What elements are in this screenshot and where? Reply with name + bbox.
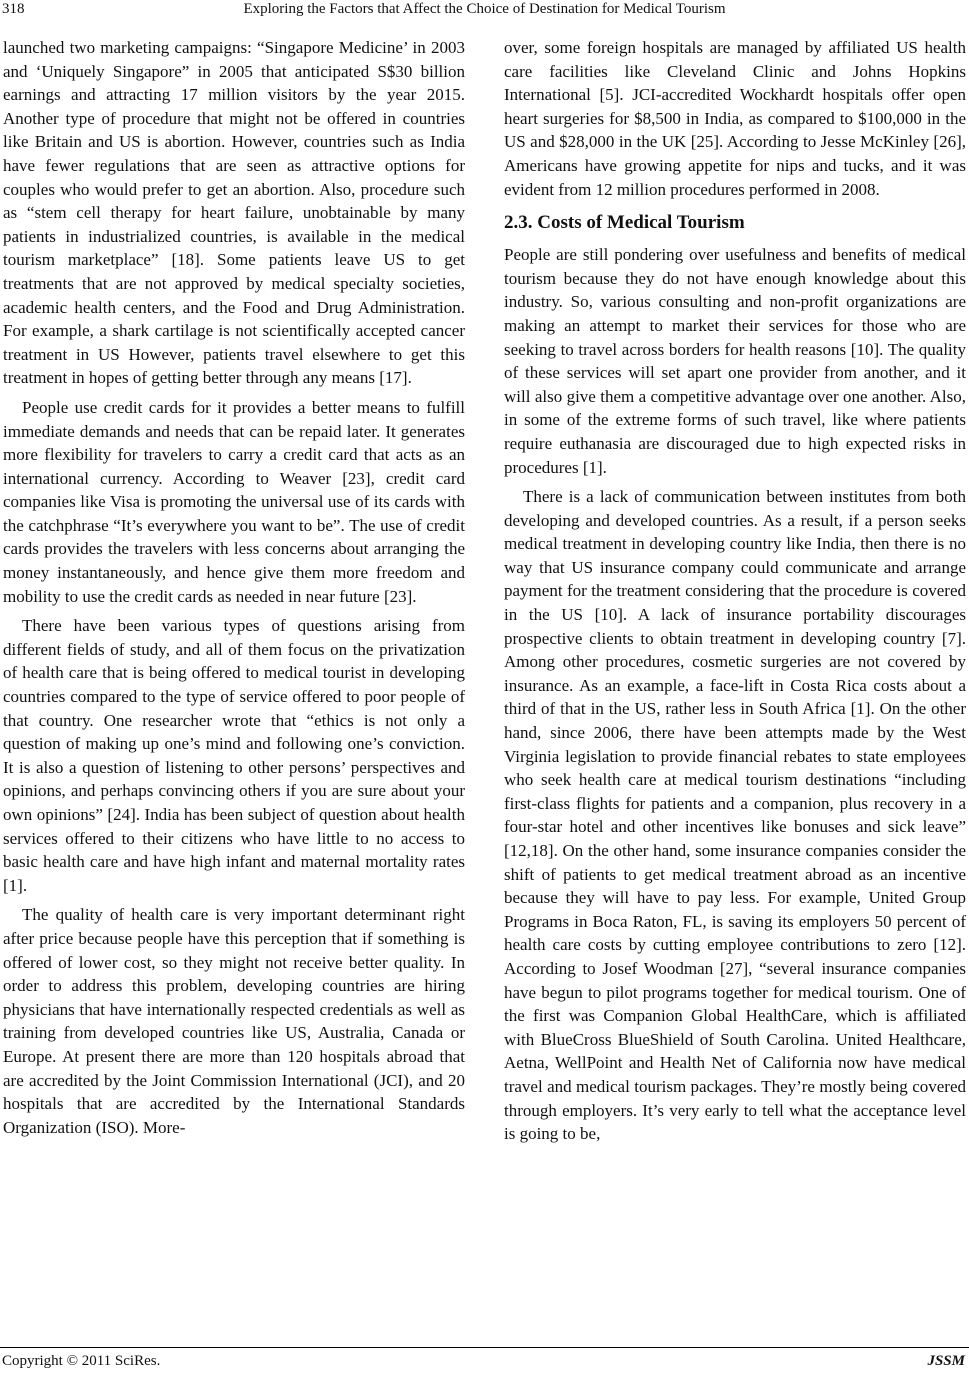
body-paragraph: launched two marketing campaigns: “Singapore Medicine’ in 2003 and ‘Uniquely Singapore” in 2005 that anticipated S$30 billion earnings and attracting 17 million visitors by the year 2015. Another type of procedure that might not be offered in countries like Britain and US is abortion. However, countries such as India have fewer regulations that are seen as attractive options for couples who would prefer to get an abortion. Also, procedure such as “stem cell therapy for heart failure, unobtainable by many patients in industrialized countries, is available in the medical tourism marketplace” [18]. Some patients leave US to get treatments that are not approved by medical specialty societies, academic health centers, and the Food and Drug Administration. For example, a shark cartilage is not scientifically accepted cancer treatment in US However, patients travel elsewhere to get this treatment in hopes of getting better through any means [17]. bbox=[3, 38, 465, 388]
copyright-notice: Copyright © 2011 SciRes. bbox=[2, 1353, 161, 1369]
journal-abbreviation: JSSM bbox=[927, 1353, 965, 1369]
page-number: 318 bbox=[2, 1, 25, 17]
body-paragraph: There have been various types of questions arising from different fields of study, and all of them focus on the privatization of health care that is being offered to medical tourist in developing countries compared to the type of service offered to poor people of that country. One researcher wrote that “ethics is not only a question of making up one’s mind and following one’s conviction. It is also a question of listening to other persons’ perspectives and opinions, and perhaps convincing others if you are sure about your own opinions” [24]. India has been subject of question about health services offered to their citizens who have little to no access to basic health care and have high infant and maternal mortality rates [1]. bbox=[3, 616, 465, 895]
body-paragraph: There is a lack of communication between institutes from both developing and developed countries. As a result, if a person seeks medical treatment in developing country like India, then there is no way that US insurance company could communicate and arrange payment for the treatment considering that the procedure is covered in the US [10]. A lack of insurance portability discourages prospective clients to obtain treatment in developing country [7]. Among other procedures, cosmetic surgeries are not covered by insurance. As an example, a face-lift in Costa Rica costs about a third of that in the US, rather less in South Africa [1]. On the other hand, since 2006, there have been attempts made by the West Virginia legislation to provide financial rebates to state employees who seek health care at medical tourism destinations “including first-class flights for patients and a companion, plus recovery in a four-star hotel and other incentives like bonuses and sick leave” [12,18]. On the other hand, some insurance companies consider the shift of patients to get medical treatment abroad as an incentive because they will have to pay less. For example, United Group Programs in Boca Raton, FL, is saving its employers 50 percent of health care costs by cutting employee contributions to zero [12]. According to Josef Woodman [27], “several insurance companies have begun to pilot programs together for medical tourism. One of the first was Companion Global HealthCare, which is affiliated with BlueCross BlueShield of South Carolina. United Healthcare, Aetna, WellPoint and Health Net of California now have medical travel and medical tourism packages. They’re mostly being covered through employers. It’s very early to tell what the acceptance level is going to be, bbox=[504, 487, 966, 1144]
body-paragraph: The quality of health care is very important determinant right after price because people have this perception that if something is offered of lower cost, so they might not receive better quality. In order to address this problem, developing countries are hiring physicians that have internationally respected credentials as well as training from developed countries like US, Australia, Canada or Europe. At present there are more than 120 hospitals abroad that are accredited by the Joint Commission International (JCI), and 20 hospitals that are accredited by the International Standards Organization (ISO). More- bbox=[3, 905, 465, 1137]
right-column bbox=[504, 36, 966, 1146]
body-paragraph: over, some foreign hospitals are managed by affiliated US health care facilities like Cleveland Clinic and Johns Hopkins International [5]. JCI-accredited Wockhardt hospitals offer open heart surgeries for $8,500 in India, as compared to $100,000 in the US and $28,000 in the UK [25]. According to Jesse McKinley [26], Americans have growing appetite for nips and tucks, and it was evident from 12 million procedures performed in 2008. bbox=[504, 38, 966, 199]
body-paragraph: People are still pondering over usefulness and benefits of medical tourism because they do not have enough knowledge about this industry. So, various consulting and non-profit organizations are making an attempt to market their services for those who are seeking to travel across borders for health reasons [10]. The quality of these services will set apart one provider from another, and it will also give them a competitive advantage over one another. Also, in some of the extreme forms of such travel, like where patients require euthanasia are discouraged due to high expected risks in procedures [1]. bbox=[504, 245, 966, 477]
footer-divider bbox=[0, 1347, 969, 1348]
left-column bbox=[3, 36, 465, 1139]
section-heading: 2.3. Costs of Medical Tourism bbox=[504, 212, 745, 234]
body-paragraph: People use credit cards for it provides a better means to fulfill immediate demands and needs that can be repaid later. It generates more flexibility for travelers to carry a credit card that acts as an international currency. According to Weaver [23], credit card companies like Visa is promoting the universal use of its cards with the catchphrase “It’s everywhere you want to be”. The use of credit cards provides the travelers with less concerns about arranging the money instantaneously, and hence give them more freedom and mobility to use the credit cards as needed in near future [23]. bbox=[3, 397, 465, 606]
page-footer bbox=[0, 1352, 969, 1374]
running-title: Exploring the Factors that Affect the Choice of Destination for Medical Tourism bbox=[243, 1, 726, 17]
running-header bbox=[0, 0, 969, 22]
